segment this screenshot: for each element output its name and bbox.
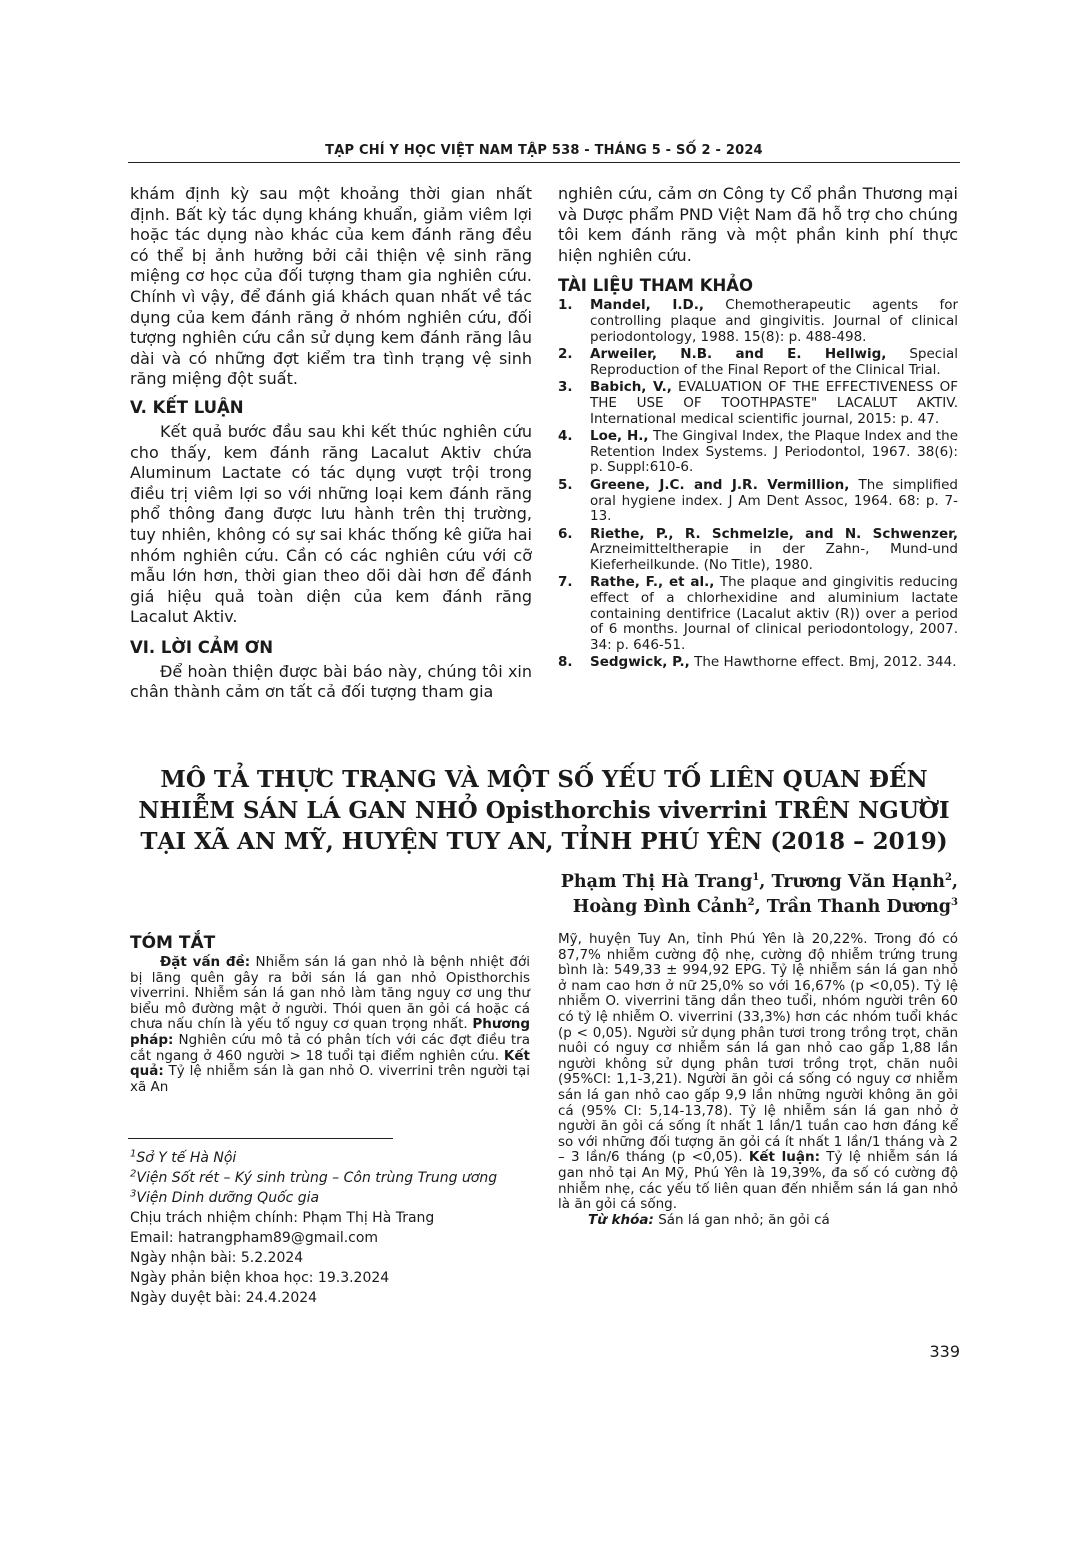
section-acknowledgement-title: VI. LỜI CẢM ƠN (130, 637, 273, 657)
keywords: Từ khóa: Sán lá gan nhỏ; ăn gỏi cá (588, 1211, 830, 1228)
header-rule (128, 162, 960, 163)
article-authors (438, 870, 958, 920)
page-number: 339 (929, 1342, 960, 1361)
reference-item: 7. Rathe, F., et al., The plaque and gingivitis reducing effect of a chlorhexidine and aluminium lactate containing dentifrice (Lacalut aktiv (R)) over a period of 6 months. Journal of clinical periodontology, 2007. 34: p. 646-51. (558, 574, 959, 653)
reference-item: 8. Sedgwick, P., The Hawthorne effect. Bmj, 2012. 344. (558, 654, 957, 671)
date-reviewed: Ngày phản biện khoa học: 19.3.2024 (130, 1270, 390, 1286)
section-acknowledgement-text: Để hoàn thiện được bài báo này, chúng tôi xin chân thành cảm ơn tất cả đối tượng tham gia (130, 661, 532, 702)
abstract-right (558, 932, 958, 1228)
affiliation-2: $^2$Viện Sốt rét – Ký sinh trùng – Côn trùng Trung ương (130, 1168, 498, 1186)
date-received: Ngày nhận bài: 5.2.2024 (130, 1250, 304, 1266)
reference-item: 2. Arweiler, N.B. and E. Hellwig, Special Reproduction of the Final Report of the Clinical Trial. (558, 346, 958, 378)
section-conclusion-title: V. KẾT LUẬN (130, 397, 244, 417)
affiliation-3: $^3$Viện Dinh dưỡng Quốc gia (130, 1188, 320, 1206)
article-title-line-1: MÔ TẢ THỰC TRẠNG VÀ MỘT SỐ YẾU TỐ LIÊN QUAN ĐẾN (160, 766, 928, 793)
left-column (130, 184, 532, 703)
abstract-text: Đặt vấn đề: Nhiễm sán lá gan nhỏ là bệnh nhiệt đới bị lãng quên gây ra bởi sán lá gan nhỏ Opisthorchis viverrini. Nhiễm sán lá gan nhỏ làm tăng nguy cơ ung thư biểu mô đường mật ở người. Thói quen ăn gỏi cá hoặc cá chưa nấu chín là yếu tố nguy cơ quan trọng nhất. Phương pháp: Nghiên cứu mô tả có phân tích với các đợt điều tra cắt ngang ở 460 người > 18 tuổi tại điểm nghiên cứu. Kết quả: Tỷ lệ nhiễm sán là gan nhỏ O. viverrini trên người tại xã An (130, 954, 530, 1095)
authors-line-2: Hoàng Đình Cảnh$^2$, Trần Thanh Dương$^3$ (572, 897, 958, 917)
discussion-paragraph: khám định kỳ sau một khoảng thời gian nhất định. Bất kỳ tác dụng kháng khuẩn, giảm viêm lợi hoặc tác dụng nào khác của kem đánh răng đều có thể bị ảnh hưởng bởi cải thiện vệ sinh răng miệng cơ học của đối tượng tham gia nghiên cứu. Chính vì vậy, để đánh giá khách quan nhất về tác dụng của kem đánh răng ở nhóm nghiên cứu, đối tượng nghiên cứu cần sử dụng kem đánh răng lâu dài và có những đợt kiểm tra tình trạng vệ sinh răng miệng đột suất. (130, 184, 532, 389)
journal-header: TẠP CHÍ Y HỌC VIỆT NAM TẬP 538 - THÁNG 5 - SỐ 2 - 2024 (325, 143, 763, 158)
right-column (558, 184, 958, 673)
corresponding-author: Chịu trách nhiệm chính: Phạm Thị Hà Trang (130, 1210, 435, 1226)
article-title (128, 764, 960, 857)
reference-item: 1. Mandel, I.D., Chemotherapeutic agents for controlling plaque and gingivitis. Journal of clinical periodontology, 1988. 15(8): p. 488-498. (558, 297, 959, 345)
footnotes (130, 1148, 540, 1308)
reference-item: 6. Riethe, P., R. Schmelzle, and N. Schwenzer, Arzneimitteltherapie in der Zahn-, Mund-und Kieferheilkunde. (No Title), 1980. (558, 525, 958, 573)
reference-list (558, 298, 958, 671)
footnote-rule (128, 1138, 393, 1139)
acknowledgement-continued: nghiên cứu, cảm ơn Công ty Cổ phần Thương mại và Dược phẩm PND Việt Nam đã hỗ trợ cho chúng tôi kem đánh răng và một phần kinh phí thực hiện nghiên cứu. (558, 184, 958, 265)
reference-item: 3. Babich, V., EVALUATION OF THE EFFECTIVENESS OF THE USE OF TOOTHPASTE" LACALUT AKTIV. International medical scientific journal, 2015: p. 47. (558, 379, 958, 427)
references-title: TÀI LIỆU THAM KHẢO (558, 276, 754, 296)
reference-item: 5. Greene, J.C. and J.R. Vermillion, The simplified oral hygiene index. J Am Dent Assoc, 1964. 68: p. 7-13. (558, 476, 959, 525)
authors-line-1: Phạm Thị Hà Trang$^1$, Trương Văn Hạnh$^2$, (560, 872, 958, 892)
reference-item: 4. Loe, H., The Gingival Index, the Plaque Index and the Retention Index Systems. J Periodontol, 1967. 38(6): p. Suppl:610-6. (558, 428, 958, 476)
abstract-left (130, 932, 530, 1095)
abstract-text-continued: Mỹ, huyện Tuy An, tỉnh Phú Yên là 20,22%. Trong đó có 87,7% nhiễm cường độ nhẹ, cường độ nhiễm trứng trung bình là: 549,33 ± 994,92 EPG. Tỷ lệ nhiễm sán lá gan nhỏ ở nam cao hơn ở nữ 25,0% so với 16,67% (p <0,05). Tỷ lệ nhiễm O. viverrini tăng dần theo tuổi, nhóm người trên 60 có tỷ lệ nhiễm O. viverrini (33,3%) hơn các nhóm tuổi khác (p < 0,05). Người sử dụng phân tươi trong trồng trọt, chăn nuôi có nguy cơ nhiễm sán lá gan nhỏ cao gấp 1,88 lần người không sử dụng phân tươi trồng trọt, chăn nuôi (95%CI: 1,1-3,21). Người ăn gỏi cá sống có nguy cơ nhiễm sán lá gan nhỏ cao gấp 9,9 lần những người không ăn gỏi cá (95% CI: 5,14-13,78). Tỷ lệ nhiễm sán lá gan nhỏ ở người ăn gỏi cá sống ít nhất 1 lần/1 tuần cao hơn đáng kể so với những đối tượng ăn gỏi cá ít nhất 1 lần/1 tháng và 2 – 3 lần/6 tháng (p <0,05). Kết luận: Tỷ lệ nhiễm sán lá gan nhỏ tại An Mỹ, Phú Yên là 19,39%, đa số có cường độ nhiễm nhẹ, các yếu tố liên quan đến nhiễm sán lá gan nhỏ là ăn gỏi cá sống. (558, 931, 958, 1213)
affiliation-1: $^1$Sở Y tế Hà Nội (130, 1148, 237, 1166)
section-conclusion-text: Kết quả bước đầu sau khi kết thúc nghiên cứu cho thấy, kem đánh răng Lacalut Aktiv chứa Aluminum Lactate có tác dụng vượt trội trong điều trị viêm lợi so với những loại kem đánh răng phổ thông đang được lưu hành trên thị trường, tuy nhiên, không có sự sai khác thống kê giữa hai nhóm nghiên cứu. Cần có các nghiên cứu với cỡ mẫu lớn hơn, thời gian theo dõi dài hơn để đánh giá hiệu quả toàn diện của kem đánh răng Lacalut Aktiv. (130, 421, 532, 627)
article-title-line-3: TẠI XÃ AN MỸ, HUYỆN TUY AN, TỈNH PHÚ YÊN (2018 – 2019) (140, 828, 948, 855)
email: Email: hatrangpham89@gmail.com (130, 1230, 379, 1246)
article-title-line-2: NHIỄM SÁN LÁ GAN NHỎ Opisthorchis viverrini TRÊN NGƯỜI (138, 797, 950, 824)
abstract-title: TÓM TẮT (130, 933, 216, 953)
date-accepted: Ngày duyệt bài: 24.4.2024 (130, 1290, 318, 1306)
